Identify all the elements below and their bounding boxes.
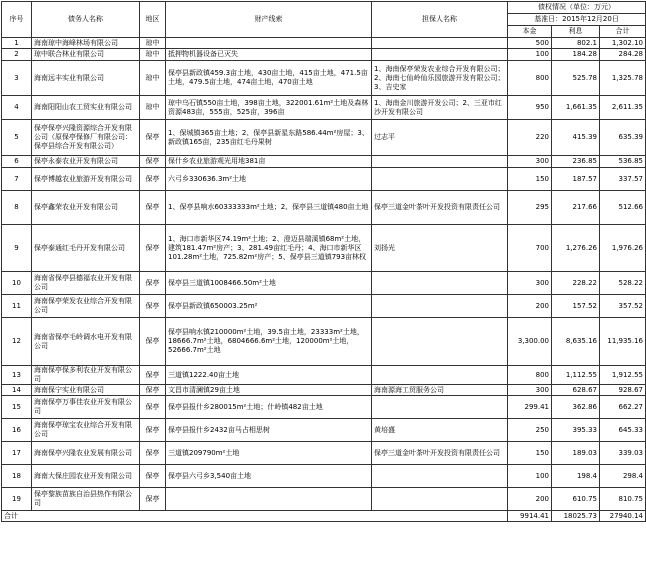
row-debtor: 海南保亭保多利农业开发有限公司 [32, 366, 140, 385]
row-region: 保亭 [140, 366, 166, 385]
table-row [2, 396, 646, 419]
row-collateral: 1、海口市新华区74.19m²土地；2、澄迈县瑞溪镇68m²土地，建筑181.47m²房产；3、281.49亩红毛丹；4、海口市新华区101.28m²土地，725.82m²房产；5、保亭县三道镇793亩林权 [166, 225, 372, 272]
row-interest: 1,276.26 [552, 225, 600, 272]
row-debtor: 保亭博越农业旅游开发有限公司 [32, 168, 140, 191]
row-guarantor [372, 49, 508, 61]
row-debtor: 海南保亭万事佳农业开发有限公司 [32, 396, 140, 419]
row-guarantor [372, 488, 508, 511]
row-collateral: 保亭县新政镇650003.25m² [166, 295, 372, 318]
row-collateral [166, 488, 372, 511]
row-region: 保亭 [140, 225, 166, 272]
header-total: 合计 [600, 26, 646, 38]
row-collateral: 三道镇209790m²土地 [166, 442, 372, 465]
total-label: 合计 [2, 511, 508, 522]
row-no: 8 [2, 191, 32, 225]
header-guarantor: 担保人名称 [372, 2, 508, 38]
header-collateral: 财产线索 [166, 2, 372, 38]
row-no: 6 [2, 156, 32, 168]
row-collateral: 保亭县报什乡2432亩马占相思树 [166, 419, 372, 442]
row-principal: 200 [508, 488, 552, 511]
row-debtor: 保亭永泰农业开发有限公司 [32, 156, 140, 168]
row-region: 琼中 [140, 96, 166, 120]
row-interest: 610.75 [552, 488, 600, 511]
row-region: 保亭 [140, 318, 166, 366]
row-principal: 250 [508, 419, 552, 442]
total-sum: 27940.14 [600, 511, 646, 522]
row-no: 9 [2, 225, 32, 272]
row-collateral: 抵押物机器设备已灭失 [166, 49, 372, 61]
row-interest: 236.85 [552, 156, 600, 168]
row-no: 19 [2, 488, 32, 511]
row-total: 1,325.78 [600, 61, 646, 96]
row-collateral: 1、保亭县响水60333333m²土地；2、保亭县三道镇480亩土地 [166, 191, 372, 225]
row-total: 2,611.35 [600, 96, 646, 120]
row-principal: 150 [508, 442, 552, 465]
row-collateral: 保亭县六弓乡3,540亩土地 [166, 465, 372, 488]
header-debtor: 债务人名称 [32, 2, 140, 38]
row-interest: 198.4 [552, 465, 600, 488]
row-total: 512.66 [600, 191, 646, 225]
row-debtor: 海南保亭荣发农业综合开发有限公司 [32, 295, 140, 318]
row-debtor: 海南保亭兴隆农业发展有限公司 [32, 442, 140, 465]
row-total: 1,976.26 [600, 225, 646, 272]
row-no: 10 [2, 272, 32, 295]
table-body [2, 38, 646, 511]
row-principal: 295 [508, 191, 552, 225]
row-no: 4 [2, 96, 32, 120]
header-principal: 本金 [508, 26, 552, 38]
row-guarantor [372, 168, 508, 191]
row-region: 保亭 [140, 295, 166, 318]
table-row [2, 419, 646, 442]
table-row [2, 442, 646, 465]
row-guarantor: 刘扬光 [372, 225, 508, 272]
header-claims: 债权情况（单位：万元） [508, 2, 646, 14]
row-total: 928.67 [600, 385, 646, 396]
row-principal: 220 [508, 120, 552, 156]
row-region: 保亭 [140, 385, 166, 396]
row-collateral [166, 38, 372, 49]
row-region: 保亭 [140, 156, 166, 168]
row-interest: 157.52 [552, 295, 600, 318]
table-row [2, 191, 646, 225]
row-no: 15 [2, 396, 32, 419]
row-no: 16 [2, 419, 32, 442]
row-interest: 415.39 [552, 120, 600, 156]
row-interest: 362.86 [552, 396, 600, 419]
table-row [2, 295, 646, 318]
row-no: 12 [2, 318, 32, 366]
row-collateral: 琼中乌石镇550亩土地，398亩土地，322001.61m²土地及森林资源483亩，555亩，525亩，396亩 [166, 96, 372, 120]
table-row [2, 49, 646, 61]
row-interest: 525.78 [552, 61, 600, 96]
row-principal: 300 [508, 272, 552, 295]
table-row [2, 225, 646, 272]
row-guarantor [372, 465, 508, 488]
row-guarantor: 保亭三道金叶茶叶开发投资有限责任公司 [372, 442, 508, 465]
row-principal: 100 [508, 49, 552, 61]
row-principal: 299.41 [508, 396, 552, 419]
row-interest: 1,112.55 [552, 366, 600, 385]
row-guarantor [372, 396, 508, 419]
row-no: 1 [2, 38, 32, 49]
row-debtor: 海南阳阳山农工贸实业有限公司 [32, 96, 140, 120]
row-collateral: 保亭县报什乡280015m²土地；什岭镇482亩土地 [166, 396, 372, 419]
row-no: 2 [2, 49, 32, 61]
row-debtor: 海南保亭琼宝农业综合开发有限公司 [32, 419, 140, 442]
row-collateral: 1、保城镇365亩土地；2、保亭县新星东路586.44m²房屋；3、新政镇165亩，235亩红毛丹果树 [166, 120, 372, 156]
row-debtor: 保亭鑫荣农业开发有限公司 [32, 191, 140, 225]
row-interest: 189.03 [552, 442, 600, 465]
row-region: 保亭 [140, 120, 166, 156]
row-total: 337.57 [600, 168, 646, 191]
row-total: 645.33 [600, 419, 646, 442]
row-debtor: 海南保宁实业有限公司 [32, 385, 140, 396]
row-guarantor: 海南源海工贸服务公司 [372, 385, 508, 396]
row-collateral: 保什乡农业旅游观光用地381亩 [166, 156, 372, 168]
row-debtor: 海南省保亭毛岭调水电开发有限公司 [32, 318, 140, 366]
row-total: 298.4 [600, 465, 646, 488]
row-no: 18 [2, 465, 32, 488]
row-interest: 184.28 [552, 49, 600, 61]
row-region: 琼中 [140, 38, 166, 49]
row-no: 17 [2, 442, 32, 465]
table-row [2, 120, 646, 156]
row-total: 11,935.16 [600, 318, 646, 366]
row-interest: 802.1 [552, 38, 600, 49]
row-interest: 187.57 [552, 168, 600, 191]
debt-table [1, 1, 646, 522]
table-row [2, 38, 646, 49]
row-guarantor: 过志平 [372, 120, 508, 156]
row-guarantor [372, 318, 508, 366]
table-row [2, 488, 646, 511]
table-row [2, 61, 646, 96]
row-debtor: 琼中联合林业有限公司 [32, 49, 140, 61]
row-debtor: 海南省保亭县德福农业开发有限公司 [32, 272, 140, 295]
row-region: 保亭 [140, 419, 166, 442]
row-total: 528.22 [600, 272, 646, 295]
row-principal: 800 [508, 366, 552, 385]
row-principal: 100 [508, 465, 552, 488]
row-total: 284.28 [600, 49, 646, 61]
row-debtor: 保亭保亭兴隆资源综合开发有限公司（原保亭保修厂有限公司：保亭县综合开发有限公司） [32, 120, 140, 156]
row-guarantor [372, 156, 508, 168]
row-principal: 300 [508, 156, 552, 168]
row-interest: 217.66 [552, 191, 600, 225]
row-region: 保亭 [140, 191, 166, 225]
row-principal: 3,300.00 [508, 318, 552, 366]
row-principal: 200 [508, 295, 552, 318]
row-debtor: 保亭泰通红毛丹开发有限公司 [32, 225, 140, 272]
header-no: 序号 [2, 2, 32, 38]
table-row [2, 318, 646, 366]
header-base-date: 基准日：2015年12月20日 [508, 14, 646, 26]
row-interest: 628.67 [552, 385, 600, 396]
row-interest: 1,661.35 [552, 96, 600, 120]
row-total: 357.52 [600, 295, 646, 318]
row-guarantor: 1、海南金川旅游开发公司；2、三亚市红沙开发有限公司 [372, 96, 508, 120]
row-region: 琼中 [140, 49, 166, 61]
row-principal: 700 [508, 225, 552, 272]
table-row [2, 168, 646, 191]
header-interest: 利息 [552, 26, 600, 38]
row-total: 1,302.10 [600, 38, 646, 49]
row-guarantor [372, 272, 508, 295]
table-row [2, 366, 646, 385]
row-principal: 950 [508, 96, 552, 120]
row-guarantor: 黄培盛 [372, 419, 508, 442]
row-debtor: 保亭黎族苗族自治县热作有限公司 [32, 488, 140, 511]
row-no: 14 [2, 385, 32, 396]
row-region: 保亭 [140, 168, 166, 191]
row-total: 339.03 [600, 442, 646, 465]
table-row [2, 156, 646, 168]
row-collateral: 六弓乡330636.3m²土地 [166, 168, 372, 191]
table-row [2, 385, 646, 396]
row-no: 11 [2, 295, 32, 318]
row-interest: 8,635.16 [552, 318, 600, 366]
row-debtor: 海南琼中海峰林场有限公司 [32, 38, 140, 49]
row-region: 保亭 [140, 488, 166, 511]
row-region: 保亭 [140, 396, 166, 419]
row-interest: 228.22 [552, 272, 600, 295]
row-interest: 395.33 [552, 419, 600, 442]
row-no: 7 [2, 168, 32, 191]
table-row [2, 272, 646, 295]
row-no: 5 [2, 120, 32, 156]
row-collateral: 三道镇1222.40亩土地 [166, 366, 372, 385]
row-region: 保亭 [140, 272, 166, 295]
row-guarantor: 保亭三道金叶茶叶开发投资有限责任公司 [372, 191, 508, 225]
header-region: 地区 [140, 2, 166, 38]
row-collateral: 保亭县响水镇210000m²土地，39.5亩土地，23333m²土地，18666.7m²土地，6804666.6m²土地，120000m²土地，52666.7m²土地 [166, 318, 372, 366]
row-collateral: 保亭县新政镇459.3亩土地，430亩土地，415亩土地，471.5亩土地，479.5亩土地，474亩土地，470亩土地 [166, 61, 372, 96]
row-total: 1,912.55 [600, 366, 646, 385]
row-principal: 150 [508, 168, 552, 191]
row-principal: 300 [508, 385, 552, 396]
row-guarantor [372, 295, 508, 318]
row-principal: 500 [508, 38, 552, 49]
total-interest: 18025.73 [552, 511, 600, 522]
row-guarantor [372, 38, 508, 49]
row-region: 琼中 [140, 61, 166, 96]
row-region: 保亭 [140, 442, 166, 465]
row-guarantor: 1、海南保亭荣发农业综合开发有限公司；2、海南七仙岭仙乐园旅游开发有限公司；3、吉史家 [372, 61, 508, 96]
total-principal: 9914.41 [508, 511, 552, 522]
row-debtor: 海南大保庄园农业开发有限公司 [32, 465, 140, 488]
row-guarantor [372, 366, 508, 385]
row-debtor: 海南远丰实业有限公司 [32, 61, 140, 96]
row-no: 3 [2, 61, 32, 96]
row-total: 536.85 [600, 156, 646, 168]
row-region: 保亭 [140, 465, 166, 488]
row-no: 13 [2, 366, 32, 385]
row-total: 810.75 [600, 488, 646, 511]
table-row [2, 96, 646, 120]
row-total: 635.39 [600, 120, 646, 156]
total-row [2, 511, 646, 522]
row-collateral: 保亭县三道镇1008466.50m²土地 [166, 272, 372, 295]
table-row [2, 465, 646, 488]
row-collateral: 文昌市清澜镇29亩土地 [166, 385, 372, 396]
row-total: 662.27 [600, 396, 646, 419]
row-principal: 800 [508, 61, 552, 96]
